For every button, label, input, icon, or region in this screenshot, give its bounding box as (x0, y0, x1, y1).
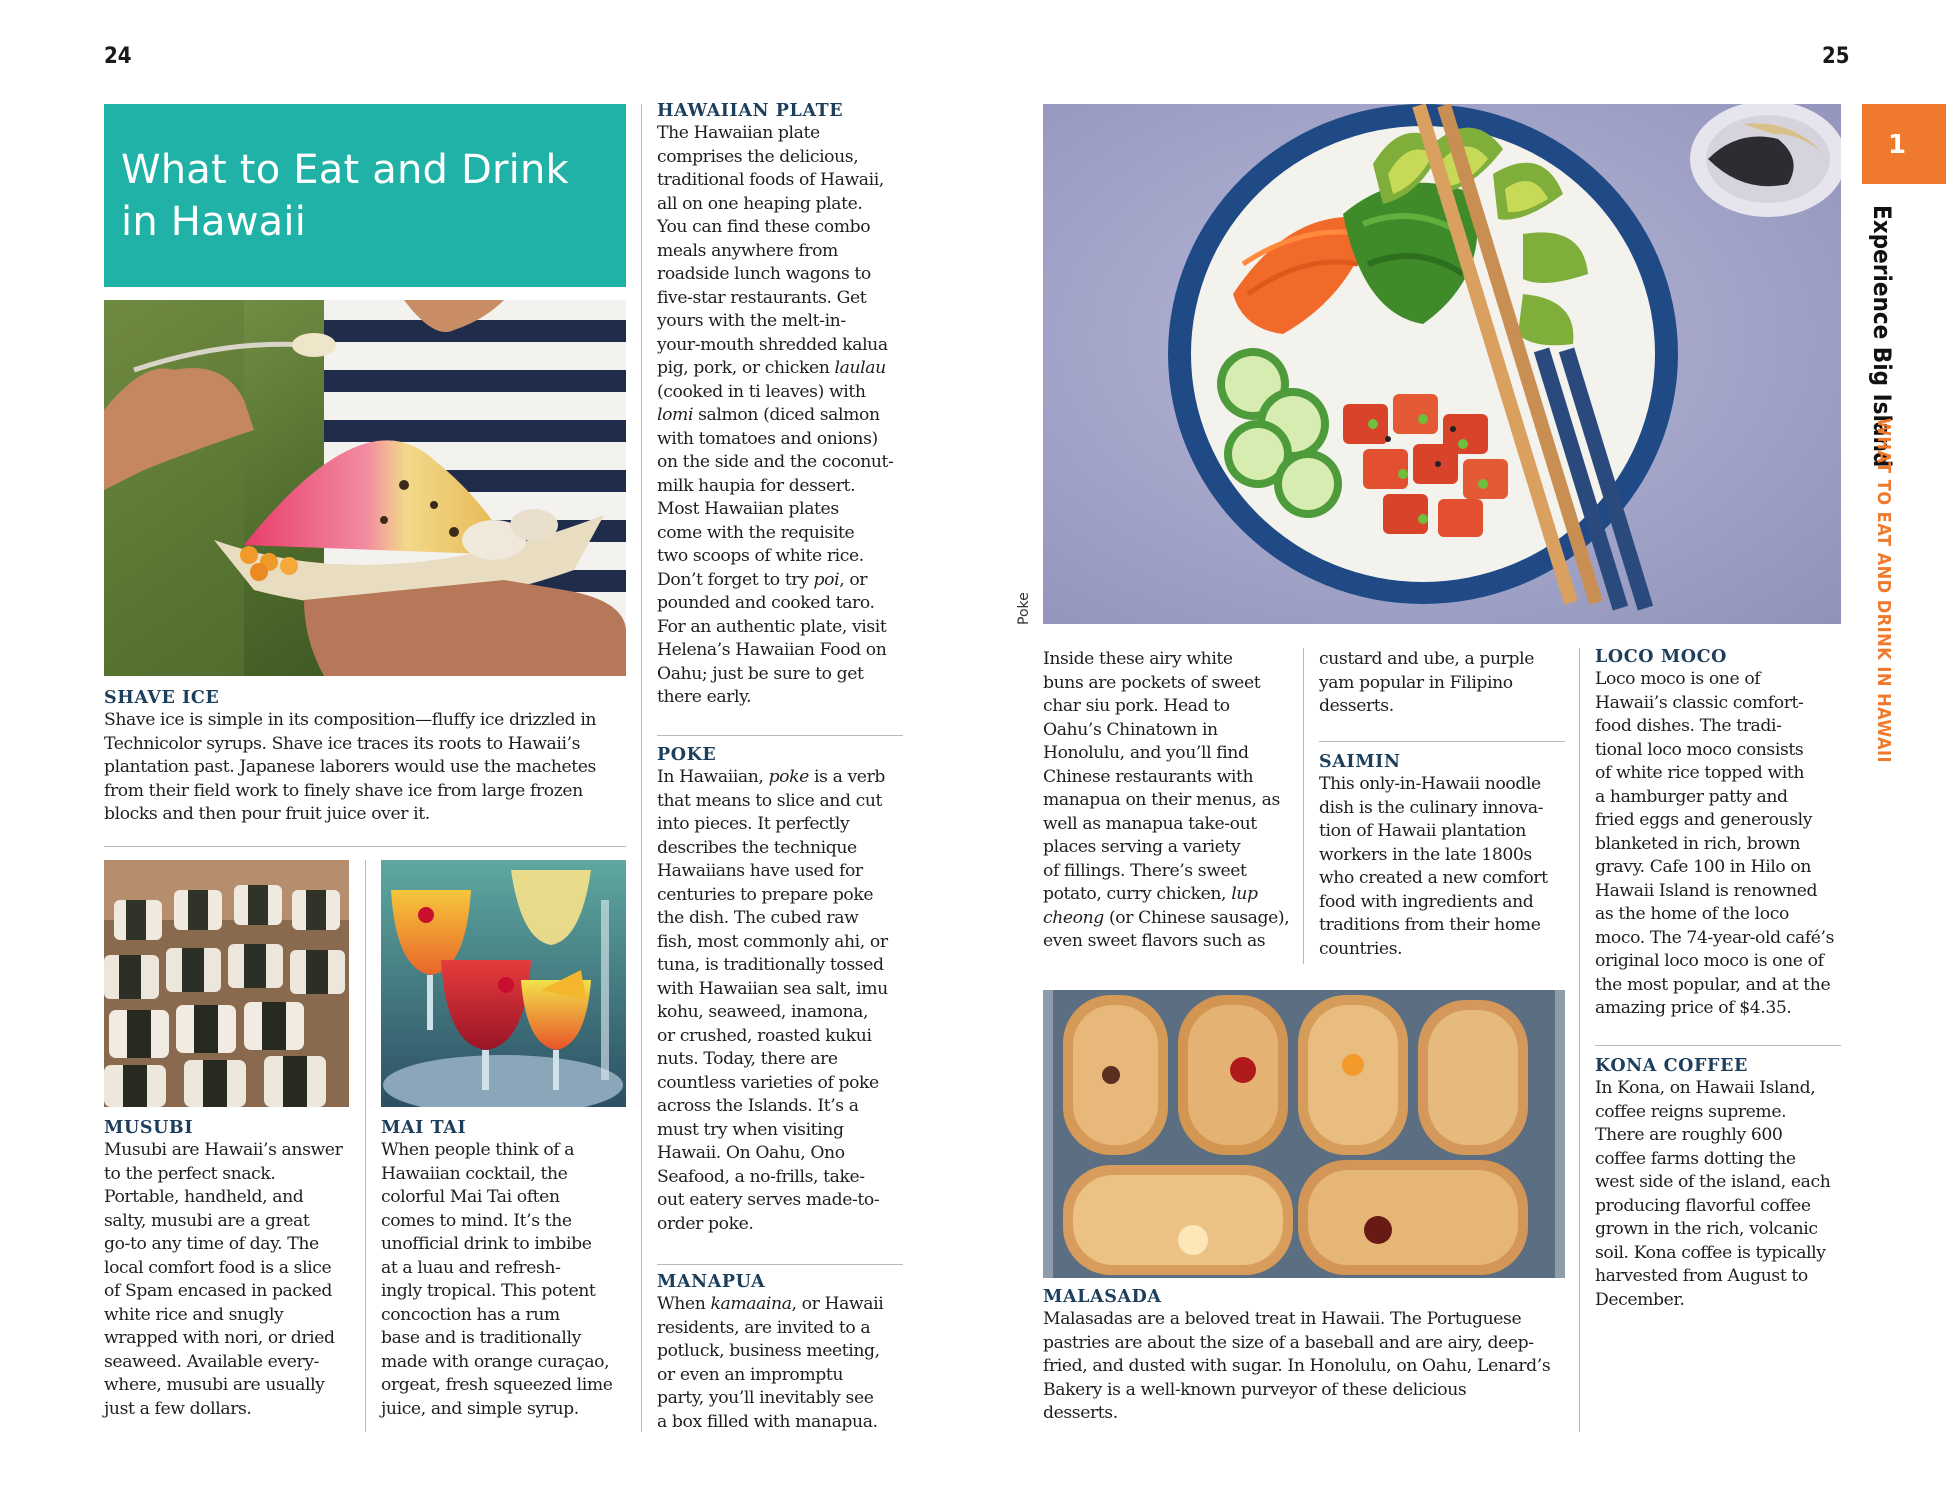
mai-tai-photo (381, 860, 626, 1107)
hawaiian-plate-term-poi: poi (813, 569, 840, 590)
manapua-text (657, 1293, 922, 1434)
manapua-line: Oahu’s Chinatown in (1043, 719, 1218, 740)
poke-span: is a verb (814, 767, 885, 787)
manapua-line: or even an impromptu (657, 1364, 844, 1385)
shave-ice-line: Technicolor syrups. Shave ice traces its roots to Hawaii’s (104, 733, 581, 754)
poke-line: with Hawaiian sea salt, imu (657, 978, 888, 999)
loco-moco-line: fried eggs and generously (1595, 810, 1813, 830)
malasada-line: desserts. (1043, 1403, 1118, 1423)
musubi-text (104, 1139, 364, 1421)
kona-coffee-line: There are roughly 600 (1595, 1125, 1783, 1145)
kona-coffee-line: producing flavorful coffee (1595, 1195, 1811, 1216)
hawaiian-plate-term-lomi: lomi (657, 405, 694, 425)
hawaiian-plate-text (657, 122, 922, 710)
musubi-line: local comfort food is a slice (104, 1257, 332, 1278)
manapua-line: desserts. (1319, 696, 1394, 716)
poke-line (657, 766, 922, 790)
hawaiian-plate-line: your-mouth shredded kalua (657, 334, 888, 355)
section-title-vertical: WHAT TO EAT AND DRINK IN HAWAII (1873, 418, 1894, 764)
musubi-line: of Spam encased in packed (104, 1281, 333, 1301)
musubi-line: seaweed. Available every- (104, 1351, 320, 1372)
loco-moco-line: as the home of the loco (1595, 904, 1789, 924)
manapua-term-cheong: cheong (1043, 907, 1104, 928)
manapua-text-continued (1043, 648, 1313, 954)
poke-line: that means to slice and cut (657, 790, 883, 811)
hawaiian-plate-line (657, 404, 922, 428)
hawaiian-plate-line: comprises the delicious, (657, 146, 859, 167)
malasada-heading: MALASADA (1043, 1287, 1162, 1307)
hawaiian-plate-line: two scoops of white rice. (657, 546, 864, 566)
hawaiian-plate-span: salmon (diced salmon (698, 405, 880, 425)
manapua-line: yam popular in Filipino (1319, 672, 1513, 693)
poke-span: In Hawaiian, (657, 767, 764, 787)
loco-moco-line: of white rice topped with (1595, 763, 1805, 783)
hawaiian-plate-span: , or (839, 569, 868, 590)
hawaiian-plate-span: Don’t forget to try (657, 569, 809, 590)
kona-coffee-line: In Kona, on Hawaii Island, (1595, 1078, 1816, 1098)
manapua-line: party, you’ll inevitably see (657, 1388, 874, 1408)
mai-tai-line: ingly tropical. This potent (381, 1281, 596, 1301)
chapter-number: 1 (1888, 130, 1907, 160)
musubi-photo (104, 860, 349, 1107)
column-divider (365, 860, 366, 1432)
saimin-text (1319, 773, 1579, 961)
kona-coffee-line: December. (1595, 1289, 1685, 1310)
mai-tai-heading: MAI TAI (381, 1118, 467, 1138)
manapua-span: (or Chinese sausage), (1108, 907, 1290, 928)
section-title-line-1: What to Eat and Drink (121, 147, 569, 193)
musubi-line: wrapped with nori, or dried (104, 1328, 335, 1348)
mai-tai-line: base and is traditionally (381, 1328, 581, 1348)
hawaiian-plate-line: there early. (657, 687, 752, 707)
kona-coffee-line: harvested from August to (1595, 1266, 1808, 1286)
divider (1319, 741, 1565, 742)
chapter-title-vertical: Experience Big Island (1868, 205, 1896, 468)
poke-bowl-photo (1043, 104, 1841, 624)
shave-ice-line: plantation past. Japanese laborers would use the machetes (104, 757, 596, 777)
kona-coffee-text (1595, 1077, 1855, 1312)
manapua-line: places serving a variety (1043, 837, 1241, 857)
mai-tai-text (381, 1139, 651, 1421)
kona-coffee-line: soil. Kona coffee is typically (1595, 1242, 1826, 1263)
manapua-heading: MANAPUA (657, 1272, 766, 1292)
poke-term: poke (768, 767, 809, 787)
page-number-left: 24 (104, 44, 132, 69)
divider (104, 846, 626, 847)
manapua-line: Chinese restaurants with (1043, 766, 1254, 787)
manapua-line: manapua on their menus, as (1043, 790, 1280, 810)
poke-heading: POKE (657, 745, 717, 765)
mai-tai-line: concoction has a rum (381, 1304, 560, 1325)
poke-line: the dish. The cubed raw (657, 908, 859, 928)
divider (657, 735, 903, 736)
malasada-line: fried, and dusted with sugar. In Honolulu, on Oahu, Lenard’s (1043, 1356, 1551, 1376)
loco-moco-line: moco. The 74-year-old café’s (1595, 927, 1835, 948)
column-divider (641, 104, 642, 1432)
loco-moco-line: original loco moco is one of (1595, 951, 1824, 971)
hawaiian-plate-line: five-star restaurants. Get (657, 287, 867, 308)
hawaiian-plate-line: with tomatoes and onions) (657, 428, 878, 449)
manapua-line: of fillings. There’s sweet (1043, 860, 1247, 881)
saimin-line: tion of Hawaii plantation (1319, 821, 1526, 841)
loco-moco-line: Hawaii’s classic comfort- (1595, 692, 1804, 713)
mai-tai-line: Hawaiian cocktail, the (381, 1163, 568, 1184)
malasada-photo (1043, 990, 1565, 1278)
kona-coffee-line: coffee reigns supreme. (1595, 1101, 1787, 1122)
poke-line: or crushed, roasted kukui (657, 1025, 872, 1046)
manapua-line: a box filled with manapua. (657, 1411, 878, 1432)
hawaiian-plate-line: milk haupia for dessert. (657, 475, 856, 496)
loco-moco-line: food dishes. The tradi- (1595, 716, 1782, 736)
musubi-line: where, musubi are usually (104, 1375, 325, 1395)
poke-line: centuries to prepare poke (657, 884, 874, 905)
poke-line: into pieces. It perfectly (657, 814, 850, 834)
mai-tai-line: orgeat, fresh squeezed lime (381, 1375, 613, 1395)
saimin-line: food with ingredients and (1319, 891, 1534, 912)
poke-line: nuts. Today, there are (657, 1049, 838, 1069)
section-title-box (104, 104, 626, 287)
mai-tai-line: unofficial drink to imbibe (381, 1234, 592, 1254)
hawaiian-plate-line: come with the requisite (657, 522, 855, 543)
hawaiian-plate-line: traditional foods of Hawaii, (657, 170, 884, 190)
saimin-heading: SAIMIN (1319, 752, 1401, 772)
musubi-line: salty, musubi are a great (104, 1210, 310, 1231)
hawaiian-plate-line: You can find these combo (657, 217, 871, 237)
shave-ice-heading: SHAVE ICE (104, 688, 220, 708)
manapua-term-kamaaina: kamaaina (710, 1294, 792, 1314)
manapua-line: buns are pockets of sweet (1043, 672, 1261, 693)
saimin-line: traditions from their home (1319, 915, 1541, 935)
shave-ice-text (104, 709, 626, 827)
manapua-line: well as manapua take-out (1043, 813, 1257, 834)
poke-line: across the Islands. It’s a (657, 1096, 859, 1116)
saimin-line: This only-in-Hawaii noodle (1319, 774, 1541, 794)
hawaiian-plate-line: Oahu; just be sure to get (657, 663, 864, 684)
manapua-line: potluck, business meeting, (657, 1341, 880, 1361)
mai-tai-line: When people think of a (381, 1140, 575, 1160)
hawaiian-plate-line: meals anywhere from (657, 240, 838, 261)
malasada-line: Malasadas are a beloved treat in Hawaii. The Portuguese (1043, 1309, 1522, 1329)
manapua-line: even sweet flavors such as (1043, 931, 1266, 951)
musubi-line: to the perfect snack. (104, 1163, 276, 1184)
loco-moco-line: amazing price of $4.35. (1595, 998, 1792, 1018)
manapua-term-lup: lup (1231, 884, 1258, 904)
hawaiian-plate-line: pounded and cooked taro. (657, 593, 875, 613)
manapua-line: Inside these airy white (1043, 649, 1233, 669)
hawaiian-plate-line: Helena’s Hawaiian Food on (657, 640, 887, 660)
saimin-line: workers in the late 1800s (1319, 844, 1532, 865)
shave-ice-line: blocks and then pour fruit juice over it. (104, 804, 430, 824)
loco-moco-heading: LOCO MOCO (1595, 647, 1728, 667)
musubi-heading: MUSUBI (104, 1118, 194, 1138)
hawaiian-plate-line: The Hawaiian plate (657, 123, 820, 143)
poke-line: Hawaii. On Oahu, Ono (657, 1143, 845, 1163)
manapua-line: char siu pork. Head to (1043, 696, 1230, 716)
hawaiian-plate-line: roadside lunch wagons to (657, 264, 871, 284)
loco-moco-line: Loco moco is one of (1595, 669, 1761, 689)
loco-moco-line: tional loco moco consists (1595, 739, 1804, 760)
poke-line: order poke. (657, 1213, 754, 1234)
hawaiian-plate-line: all on one heaping plate. (657, 193, 863, 214)
manapua-span: When (657, 1294, 706, 1314)
section-title-line-2: in Hawaii (121, 199, 307, 245)
poke-line: out eatery serves made-to- (657, 1190, 880, 1210)
kona-coffee-line: west side of the island, each (1595, 1172, 1831, 1192)
section-title (121, 144, 626, 248)
hawaiian-plate-line: on the side and the coconut- (657, 452, 894, 472)
loco-moco-line: the most popular, and at the (1595, 974, 1831, 995)
hawaiian-plate-line: (cooked in ti leaves) with (657, 381, 866, 402)
loco-moco-line: a hamburger patty and (1595, 786, 1788, 807)
column-divider (1303, 648, 1304, 964)
hawaiian-plate-span: pig, pork, or chicken (657, 358, 830, 378)
poke-line: fish, most commonly ahi, or (657, 931, 888, 952)
malasada-line: Bakery is a well-known purveyor of these delicious (1043, 1379, 1467, 1400)
hawaiian-plate-line: For an authentic plate, visit (657, 616, 887, 637)
mai-tai-line: at a luau and refresh- (381, 1257, 561, 1278)
hawaiian-plate-line: Most Hawaiian plates (657, 499, 839, 519)
poke-line: countless varieties of poke (657, 1072, 879, 1093)
malasada-line: pastries are about the size of a baseball and are airy, deep- (1043, 1332, 1534, 1353)
chapter-tab (1862, 104, 1946, 184)
saimin-line: who created a new comfort (1319, 868, 1548, 888)
hawaiian-plate-heading: HAWAIIAN PLATE (657, 101, 844, 121)
poke-line: must try when visiting (657, 1119, 844, 1140)
loco-moco-line: blanketed in rich, brown (1595, 833, 1801, 854)
poke-line: kohu, seaweed, inamona, (657, 1002, 869, 1022)
poke-line: describes the technique (657, 837, 857, 858)
shave-ice-line: from their field work to finely shave ice from large frozen (104, 780, 583, 801)
shave-ice-photo (104, 300, 626, 676)
manapua-line (1043, 883, 1313, 907)
page-number-right: 25 (1822, 44, 1850, 69)
shave-ice-line: Shave ice is simple in its composition—fluffy ice drizzled in (104, 710, 597, 730)
manapua-line: custard and ube, a purple (1319, 649, 1534, 669)
musubi-line: go-to any time of day. The (104, 1234, 319, 1254)
musubi-line: Musubi are Hawaii’s answer (104, 1140, 343, 1160)
musubi-line: just a few dollars. (104, 1398, 252, 1419)
manapua-line (657, 1293, 922, 1317)
malasada-text (1043, 1308, 1583, 1426)
manapua-text-end (1319, 648, 1579, 719)
divider (1595, 1045, 1841, 1046)
mai-tai-line: comes to mind. It’s the (381, 1210, 572, 1231)
poke-line: tuna, is traditionally tossed (657, 955, 884, 975)
musubi-line: white rice and snugly (104, 1304, 284, 1325)
manapua-span: potato, curry chicken, (1043, 884, 1227, 904)
kona-coffee-line: grown in the rich, volcanic (1595, 1219, 1818, 1239)
hawaiian-plate-line (657, 357, 922, 381)
manapua-span: , or Hawaii (791, 1294, 884, 1314)
loco-moco-text (1595, 668, 1855, 1021)
mai-tai-line: colorful Mai Tai often (381, 1187, 560, 1207)
manapua-line (1043, 907, 1313, 931)
hawaiian-plate-line: yours with the melt-in- (657, 311, 846, 331)
musubi-line: Portable, handheld, and (104, 1187, 304, 1207)
hawaiian-plate-term-laulau: laulau (834, 358, 886, 378)
saimin-line: countries. (1319, 938, 1403, 959)
manapua-line: residents, are invited to a (657, 1317, 871, 1338)
poke-photo-caption: Poke (1016, 592, 1032, 625)
hawaiian-plate-line (657, 569, 922, 593)
mai-tai-line: juice, and simple syrup. (381, 1398, 579, 1419)
manapua-line: Honolulu, and you’ll find (1043, 743, 1249, 763)
kona-coffee-line: coffee farms dotting the (1595, 1148, 1796, 1169)
poke-line: Hawaiians have used for (657, 861, 863, 881)
poke-text (657, 766, 922, 1236)
mai-tai-line: made with orange curaçao, (381, 1351, 610, 1372)
loco-moco-line: Hawaii Island is renowned (1595, 880, 1818, 901)
saimin-line: dish is the culinary innova- (1319, 797, 1544, 818)
poke-line: Seafood, a no-frills, take- (657, 1166, 865, 1187)
loco-moco-line: gravy. Cafe 100 in Hilo on (1595, 857, 1812, 877)
divider (657, 1264, 903, 1265)
kona-coffee-heading: KONA COFFEE (1595, 1056, 1748, 1076)
